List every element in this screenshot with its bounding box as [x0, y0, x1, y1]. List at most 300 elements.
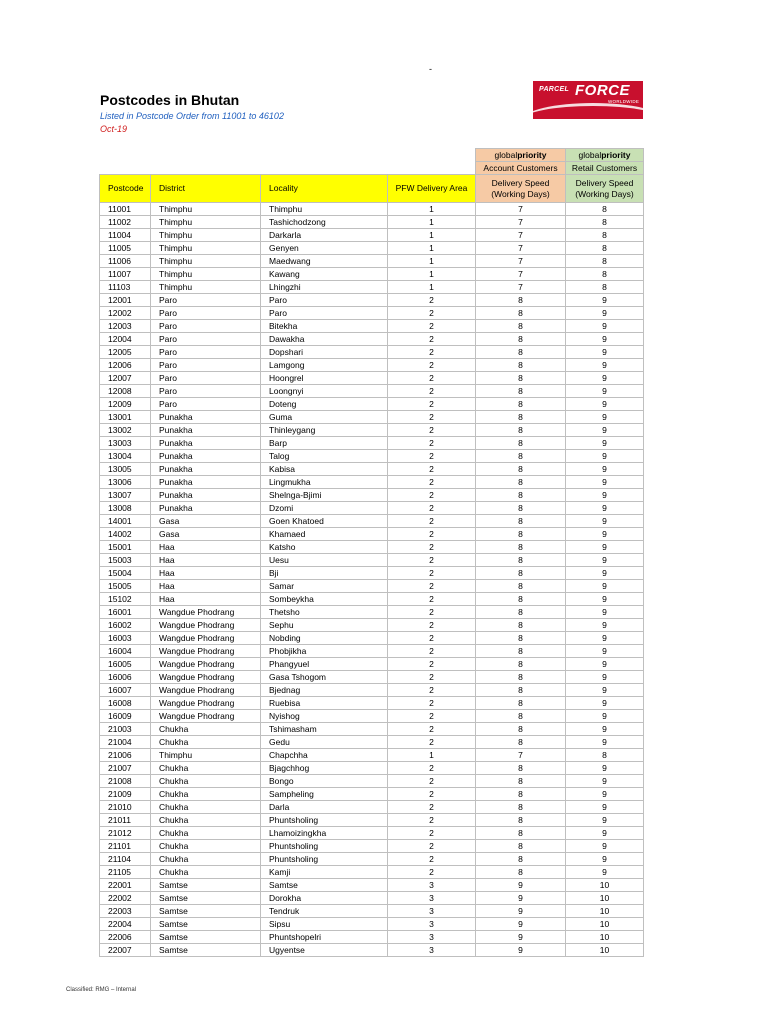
- retail-service-header: globalpriority: [566, 149, 644, 162]
- logo-parcel-text: PARCEL: [539, 86, 570, 93]
- cell-account-speed: 8: [476, 827, 566, 840]
- cell-delivery-area: 1: [388, 229, 476, 242]
- cell-locality: Lingmukha: [261, 476, 388, 489]
- cell-postcode: 22007: [100, 944, 151, 957]
- cell-locality: Gedu: [261, 736, 388, 749]
- cell-locality: Loongnyi: [261, 385, 388, 398]
- table-row: [100, 255, 644, 268]
- cell-delivery-area: 2: [388, 775, 476, 788]
- cell-postcode: 21105: [100, 866, 151, 879]
- cell-retail-speed: 9: [566, 294, 644, 307]
- cell-account-speed: 8: [476, 671, 566, 684]
- cell-locality: Tshimasham: [261, 723, 388, 736]
- cell-postcode: 12009: [100, 398, 151, 411]
- logo-force-text: FORCE: [575, 82, 630, 99]
- cell-account-speed: 8: [476, 489, 566, 502]
- cell-retail-speed: 9: [566, 632, 644, 645]
- cell-postcode: 13006: [100, 476, 151, 489]
- cell-locality: Paro: [261, 294, 388, 307]
- account-service-header: globalpriority: [476, 149, 566, 162]
- cell-account-speed: 7: [476, 216, 566, 229]
- cell-retail-speed: 9: [566, 346, 644, 359]
- cell-delivery-area: 2: [388, 463, 476, 476]
- cell-account-speed: 9: [476, 905, 566, 918]
- cell-retail-speed: 9: [566, 801, 644, 814]
- cell-delivery-area: 2: [388, 476, 476, 489]
- cell-postcode: 22003: [100, 905, 151, 918]
- cell-locality: Lamgong: [261, 359, 388, 372]
- cell-postcode: 13001: [100, 411, 151, 424]
- account-customers-label: Account Customers: [476, 162, 566, 175]
- cell-retail-speed: 9: [566, 684, 644, 697]
- cell-retail-speed: 8: [566, 255, 644, 268]
- cell-delivery-area: 2: [388, 502, 476, 515]
- col-header-delivery-area: PFW Delivery Area: [388, 175, 476, 203]
- cell-district: Chukha: [151, 866, 261, 879]
- cell-locality: Sampheling: [261, 788, 388, 801]
- cell-account-speed: 9: [476, 918, 566, 931]
- cell-account-speed: 8: [476, 437, 566, 450]
- cell-district: Wangdue Phodrang: [151, 645, 261, 658]
- cell-account-speed: 8: [476, 853, 566, 866]
- cell-delivery-area: 2: [388, 593, 476, 606]
- table-row: [100, 541, 644, 554]
- cell-account-speed: 8: [476, 606, 566, 619]
- cell-retail-speed: 8: [566, 242, 644, 255]
- cell-locality: Sipsu: [261, 918, 388, 931]
- cell-postcode: 14002: [100, 528, 151, 541]
- cell-retail-speed: 9: [566, 619, 644, 632]
- cell-district: Paro: [151, 294, 261, 307]
- cell-retail-speed: 9: [566, 710, 644, 723]
- cell-retail-speed: 9: [566, 320, 644, 333]
- table-row: [100, 242, 644, 255]
- table-row: [100, 229, 644, 242]
- cell-delivery-area: 2: [388, 294, 476, 307]
- cell-retail-speed: 9: [566, 866, 644, 879]
- table-row: [100, 853, 644, 866]
- cell-locality: Gasa Tshogom: [261, 671, 388, 684]
- cell-district: Punakha: [151, 502, 261, 515]
- cell-retail-speed: 9: [566, 528, 644, 541]
- cell-district: Chukha: [151, 723, 261, 736]
- cell-district: Chukha: [151, 801, 261, 814]
- cell-postcode: 13003: [100, 437, 151, 450]
- table-row: [100, 567, 644, 580]
- cell-account-speed: 8: [476, 450, 566, 463]
- cell-postcode: 11004: [100, 229, 151, 242]
- cell-retail-speed: 10: [566, 892, 644, 905]
- cell-delivery-area: 2: [388, 580, 476, 593]
- table-row: [100, 801, 644, 814]
- cell-retail-speed: 9: [566, 489, 644, 502]
- col-header-district: District: [151, 175, 261, 203]
- cell-district: Chukha: [151, 853, 261, 866]
- cell-retail-speed: 9: [566, 853, 644, 866]
- cell-locality: Goen Khatoed: [261, 515, 388, 528]
- col-header-postcode: Postcode: [100, 175, 151, 203]
- cell-postcode: 21104: [100, 853, 151, 866]
- cell-account-speed: 8: [476, 541, 566, 554]
- cell-locality: Nyishog: [261, 710, 388, 723]
- cell-district: Thimphu: [151, 229, 261, 242]
- cell-postcode: 15003: [100, 554, 151, 567]
- cell-district: Punakha: [151, 450, 261, 463]
- table-row: [100, 684, 644, 697]
- cell-account-speed: 8: [476, 736, 566, 749]
- table-row: [100, 437, 644, 450]
- customer-type-row: [100, 162, 644, 175]
- cell-district: Wangdue Phodrang: [151, 606, 261, 619]
- cell-locality: Kabisa: [261, 463, 388, 476]
- cell-postcode: 16009: [100, 710, 151, 723]
- cell-district: Samtse: [151, 892, 261, 905]
- cell-locality: Ugyentse: [261, 944, 388, 957]
- cell-locality: Maedwang: [261, 255, 388, 268]
- table-row: [100, 489, 644, 502]
- cell-retail-speed: 9: [566, 372, 644, 385]
- cell-locality: Hoongrel: [261, 372, 388, 385]
- cell-locality: Phuntshopelri: [261, 931, 388, 944]
- cell-retail-speed: 9: [566, 411, 644, 424]
- cell-postcode: 21010: [100, 801, 151, 814]
- cell-delivery-area: 2: [388, 359, 476, 372]
- table-row: [100, 632, 644, 645]
- cell-delivery-area: 2: [388, 866, 476, 879]
- cell-postcode: 15102: [100, 593, 151, 606]
- cell-account-speed: 8: [476, 398, 566, 411]
- cell-account-speed: 8: [476, 710, 566, 723]
- cell-delivery-area: 2: [388, 788, 476, 801]
- table-row: [100, 931, 644, 944]
- cell-retail-speed: 10: [566, 931, 644, 944]
- cell-retail-speed: 8: [566, 268, 644, 281]
- table-row: [100, 788, 644, 801]
- cell-district: Paro: [151, 398, 261, 411]
- table-row: [100, 554, 644, 567]
- cell-locality: Dzomi: [261, 502, 388, 515]
- page-date: Oct-19: [100, 124, 128, 134]
- cell-postcode: 12006: [100, 359, 151, 372]
- cell-account-speed: 8: [476, 580, 566, 593]
- cell-district: Samtse: [151, 905, 261, 918]
- cell-postcode: 12007: [100, 372, 151, 385]
- cell-postcode: 16008: [100, 697, 151, 710]
- cell-delivery-area: 2: [388, 411, 476, 424]
- cell-account-speed: 9: [476, 931, 566, 944]
- cell-delivery-area: 2: [388, 333, 476, 346]
- cell-district: Gasa: [151, 528, 261, 541]
- cell-postcode: 12005: [100, 346, 151, 359]
- cell-account-speed: 7: [476, 255, 566, 268]
- cell-retail-speed: 9: [566, 437, 644, 450]
- page-subtitle: Listed in Postcode Order from 11001 to 46102: [100, 111, 284, 121]
- cell-locality: Genyen: [261, 242, 388, 255]
- table-row: [100, 671, 644, 684]
- cell-district: Chukha: [151, 827, 261, 840]
- cell-account-speed: 8: [476, 359, 566, 372]
- cell-delivery-area: 2: [388, 827, 476, 840]
- cell-delivery-area: 2: [388, 424, 476, 437]
- cell-account-speed: 8: [476, 515, 566, 528]
- cell-district: Paro: [151, 372, 261, 385]
- cell-postcode: 22001: [100, 879, 151, 892]
- cell-delivery-area: 2: [388, 814, 476, 827]
- column-header-row: [100, 175, 644, 203]
- cell-postcode: 14001: [100, 515, 151, 528]
- table-row: [100, 866, 644, 879]
- cell-district: Paro: [151, 346, 261, 359]
- cell-delivery-area: 3: [388, 931, 476, 944]
- cell-delivery-area: 2: [388, 645, 476, 658]
- table-row: [100, 476, 644, 489]
- cell-postcode: 21003: [100, 723, 151, 736]
- cell-district: Haa: [151, 593, 261, 606]
- cell-district: Thimphu: [151, 255, 261, 268]
- account-delivery-speed-header: Delivery Speed (Working Days): [476, 175, 566, 203]
- cell-locality: Guma: [261, 411, 388, 424]
- cell-locality: Sombeykha: [261, 593, 388, 606]
- cell-account-speed: 8: [476, 840, 566, 853]
- cell-account-speed: 7: [476, 281, 566, 294]
- table-row: [100, 385, 644, 398]
- cell-delivery-area: 2: [388, 528, 476, 541]
- cell-district: Wangdue Phodrang: [151, 658, 261, 671]
- cell-postcode: 12001: [100, 294, 151, 307]
- table-row: [100, 814, 644, 827]
- cell-retail-speed: 9: [566, 827, 644, 840]
- cell-delivery-area: 2: [388, 541, 476, 554]
- cell-account-speed: 8: [476, 346, 566, 359]
- cell-postcode: 11001: [100, 203, 151, 216]
- cell-district: Chukha: [151, 762, 261, 775]
- cell-district: Wangdue Phodrang: [151, 684, 261, 697]
- cell-postcode: 11006: [100, 255, 151, 268]
- table-row: [100, 749, 644, 762]
- cell-retail-speed: 9: [566, 398, 644, 411]
- cell-account-speed: 8: [476, 372, 566, 385]
- table-row: [100, 333, 644, 346]
- cell-district: Wangdue Phodrang: [151, 710, 261, 723]
- cell-locality: Thinleygang: [261, 424, 388, 437]
- cell-district: Paro: [151, 307, 261, 320]
- cell-delivery-area: 2: [388, 736, 476, 749]
- cell-retail-speed: 9: [566, 814, 644, 827]
- cell-postcode: 21007: [100, 762, 151, 775]
- table-row: [100, 281, 644, 294]
- cell-retail-speed: 9: [566, 541, 644, 554]
- cell-district: Samtse: [151, 879, 261, 892]
- cell-locality: Thimphu: [261, 203, 388, 216]
- cell-account-speed: 8: [476, 411, 566, 424]
- cell-retail-speed: 8: [566, 281, 644, 294]
- cell-postcode: 16002: [100, 619, 151, 632]
- cell-locality: Barp: [261, 437, 388, 450]
- cell-district: Samtse: [151, 918, 261, 931]
- cell-delivery-area: 2: [388, 307, 476, 320]
- cell-delivery-area: 1: [388, 242, 476, 255]
- table-row: [100, 619, 644, 632]
- cell-account-speed: 8: [476, 723, 566, 736]
- cell-postcode: 22004: [100, 918, 151, 931]
- cell-locality: Samtse: [261, 879, 388, 892]
- table-row: [100, 840, 644, 853]
- cell-postcode: 11007: [100, 268, 151, 281]
- table-row: [100, 307, 644, 320]
- cell-delivery-area: 1: [388, 749, 476, 762]
- cell-delivery-area: 2: [388, 658, 476, 671]
- cell-account-speed: 8: [476, 814, 566, 827]
- cell-retail-speed: 9: [566, 333, 644, 346]
- cell-district: Thimphu: [151, 242, 261, 255]
- cell-locality: Bongo: [261, 775, 388, 788]
- cell-district: Paro: [151, 359, 261, 372]
- cell-account-speed: 8: [476, 866, 566, 879]
- cell-postcode: 22006: [100, 931, 151, 944]
- cell-retail-speed: 9: [566, 359, 644, 372]
- cell-retail-speed: 8: [566, 216, 644, 229]
- cell-account-speed: 8: [476, 567, 566, 580]
- cell-locality: Ruebisa: [261, 697, 388, 710]
- cell-locality: Shelnga-Bjimi: [261, 489, 388, 502]
- cell-account-speed: 8: [476, 333, 566, 346]
- cell-locality: Chapchha: [261, 749, 388, 762]
- cell-district: Wangdue Phodrang: [151, 632, 261, 645]
- cell-delivery-area: 2: [388, 437, 476, 450]
- cell-delivery-area: 1: [388, 203, 476, 216]
- cell-postcode: 13007: [100, 489, 151, 502]
- cell-locality: Lhamoizingkha: [261, 827, 388, 840]
- cell-locality: Kawang: [261, 268, 388, 281]
- cell-retail-speed: 9: [566, 606, 644, 619]
- cell-account-speed: 9: [476, 944, 566, 957]
- cell-delivery-area: 3: [388, 918, 476, 931]
- cell-postcode: 13008: [100, 502, 151, 515]
- cell-account-speed: 7: [476, 242, 566, 255]
- cell-delivery-area: 1: [388, 268, 476, 281]
- cell-delivery-area: 2: [388, 606, 476, 619]
- cell-locality: Samar: [261, 580, 388, 593]
- table-row: [100, 723, 644, 736]
- cell-account-speed: 8: [476, 684, 566, 697]
- cell-district: Paro: [151, 385, 261, 398]
- cell-account-speed: 8: [476, 294, 566, 307]
- cell-retail-speed: 9: [566, 736, 644, 749]
- cell-delivery-area: 2: [388, 697, 476, 710]
- cell-retail-speed: 9: [566, 424, 644, 437]
- retail-customers-label: Retail Customers: [566, 162, 644, 175]
- cell-delivery-area: 2: [388, 671, 476, 684]
- cell-postcode: 15005: [100, 580, 151, 593]
- cell-delivery-area: 2: [388, 853, 476, 866]
- cell-postcode: 16006: [100, 671, 151, 684]
- table-row: [100, 372, 644, 385]
- cell-account-speed: 8: [476, 775, 566, 788]
- logo-worldwide-text: WORLDWIDE: [608, 99, 640, 104]
- cell-district: Paro: [151, 320, 261, 333]
- cell-district: Punakha: [151, 437, 261, 450]
- cell-locality: Bji: [261, 567, 388, 580]
- table-row: [100, 515, 644, 528]
- table-row: [100, 502, 644, 515]
- cell-retail-speed: 9: [566, 476, 644, 489]
- cell-district: Wangdue Phodrang: [151, 697, 261, 710]
- cell-retail-speed: 9: [566, 580, 644, 593]
- cell-account-speed: 8: [476, 697, 566, 710]
- cell-locality: Lhingzhi: [261, 281, 388, 294]
- table-row: [100, 775, 644, 788]
- cell-district: Thimphu: [151, 281, 261, 294]
- cell-account-speed: 8: [476, 502, 566, 515]
- cell-delivery-area: 2: [388, 372, 476, 385]
- cell-district: Samtse: [151, 931, 261, 944]
- cell-postcode: 16004: [100, 645, 151, 658]
- cell-locality: Uesu: [261, 554, 388, 567]
- cell-district: Thimphu: [151, 268, 261, 281]
- cell-account-speed: 8: [476, 762, 566, 775]
- cell-delivery-area: 3: [388, 905, 476, 918]
- table-row: [100, 450, 644, 463]
- cell-locality: Darkarla: [261, 229, 388, 242]
- cell-locality: Bitekha: [261, 320, 388, 333]
- cell-retail-speed: 8: [566, 229, 644, 242]
- cell-postcode: 11005: [100, 242, 151, 255]
- retail-delivery-speed-header: Delivery Speed (Working Days): [566, 175, 644, 203]
- table-row: [100, 736, 644, 749]
- cell-district: Chukha: [151, 736, 261, 749]
- page-title: Postcodes in Bhutan: [100, 92, 240, 108]
- cell-account-speed: 8: [476, 307, 566, 320]
- cell-delivery-area: 2: [388, 632, 476, 645]
- cell-account-speed: 7: [476, 229, 566, 242]
- cell-delivery-area: 2: [388, 619, 476, 632]
- cell-district: Paro: [151, 333, 261, 346]
- cell-retail-speed: 8: [566, 203, 644, 216]
- table-row: [100, 320, 644, 333]
- cell-locality: Phuntsholing: [261, 853, 388, 866]
- cell-locality: Katsho: [261, 541, 388, 554]
- table-row: [100, 528, 644, 541]
- cell-postcode: 12002: [100, 307, 151, 320]
- cell-locality: Phuntsholing: [261, 814, 388, 827]
- table-row: [100, 918, 644, 931]
- classification-footer: Classified: RMG – Internal: [66, 987, 137, 993]
- cell-account-speed: 7: [476, 749, 566, 762]
- cell-postcode: 12004: [100, 333, 151, 346]
- table-row: [100, 879, 644, 892]
- cell-account-speed: 8: [476, 632, 566, 645]
- cell-postcode: 21011: [100, 814, 151, 827]
- cell-district: Punakha: [151, 411, 261, 424]
- table-row: [100, 398, 644, 411]
- table-row: [100, 697, 644, 710]
- table-row: [100, 710, 644, 723]
- cell-locality: Doteng: [261, 398, 388, 411]
- cell-retail-speed: 9: [566, 515, 644, 528]
- cell-locality: Nobding: [261, 632, 388, 645]
- cell-postcode: 11103: [100, 281, 151, 294]
- cell-district: Chukha: [151, 840, 261, 853]
- cell-district: Haa: [151, 554, 261, 567]
- cell-retail-speed: 9: [566, 567, 644, 580]
- cell-delivery-area: 2: [388, 762, 476, 775]
- table-row: [100, 827, 644, 840]
- cell-delivery-area: 2: [388, 515, 476, 528]
- cell-district: Haa: [151, 580, 261, 593]
- cell-district: Haa: [151, 541, 261, 554]
- cell-district: Chukha: [151, 814, 261, 827]
- cell-account-speed: 8: [476, 463, 566, 476]
